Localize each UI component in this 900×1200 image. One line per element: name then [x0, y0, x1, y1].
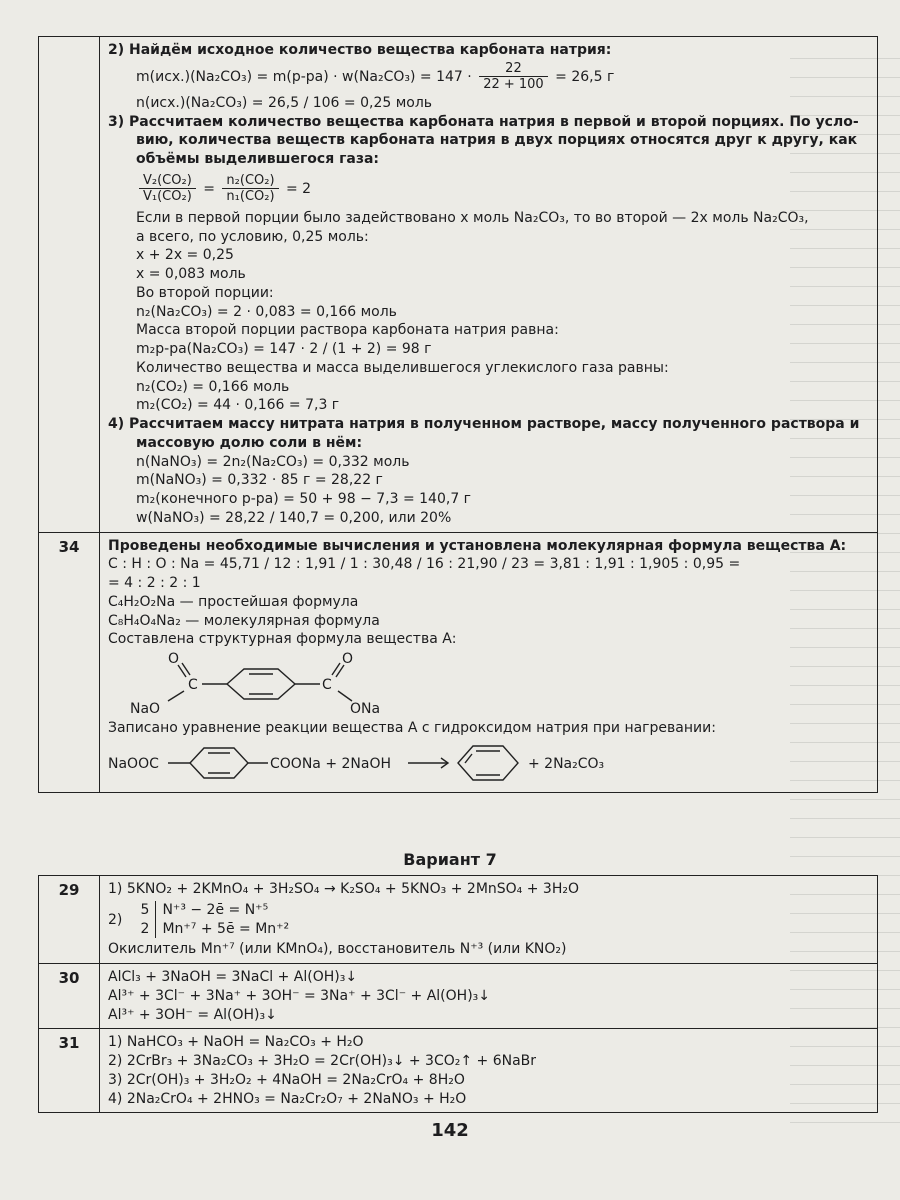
task-29-solution: [100, 876, 878, 964]
formula-text: + 2Na₂CO₃: [528, 755, 605, 772]
formula-line: w(NaNO₃) = 28,22 / 140,7 = 0,200, или 20%: [136, 509, 452, 526]
formula-line: C : H : O : Na = 45,71 / 12 : 1,91 / 1 : 30,48 / 16 : 21,90 / 23 = 3,81 : 1,91 : 1,905 : 0,95 =: [108, 556, 741, 573]
answers-table-variant-7: [38, 875, 878, 1113]
table-row: [39, 964, 878, 1029]
text-line: Окислитель Mn⁺⁷ (или KMnO₄), восстановитель N⁺³ (или KNO₂): [108, 941, 567, 958]
formula-text: COONa + 2NaOH: [270, 755, 392, 772]
fraction: [139, 173, 196, 205]
formula-line: n₂(Na₂CO₃) = 2 · 0,083 = 0,166 моль: [136, 303, 397, 320]
formula-line: m₂(CO₂) = 44 · 0,166 = 7,3 г: [136, 397, 340, 414]
task-31-solution: [100, 1029, 878, 1113]
fraction: [479, 61, 548, 93]
page-number: 142: [431, 1120, 469, 1141]
fraction-numerator: n₂(CO₂): [222, 173, 278, 190]
electronic-balance: [108, 901, 869, 939]
formula-line: 3) 2Cr(OH)₃ + 3H₂O₂ + 4NaOH = 2Na₂CrO₄ + 8H₂O: [108, 1071, 465, 1088]
fraction-denominator: n₁(CO₂): [226, 189, 275, 205]
table-row: [39, 37, 878, 533]
task-34-solution: [100, 532, 878, 792]
step-3-heading: 3) Рассчитаем количество вещества карбоната натрия в первой и второй порциях. По усло-: [108, 113, 859, 130]
formula-line: m₂р-ра(Na₂CO₃) = 147 · 2 / (1 + 2) = 98 г: [136, 341, 432, 357]
text-line: Составлена структурная формула вещества А:: [108, 631, 457, 648]
text-line: Если в первой порции было задействовано x моль Na₂CO₃, то во второй — 2x моль Na₂CO₃,: [136, 209, 809, 226]
fraction-denominator: 22 + 100: [483, 77, 544, 93]
formula-line: 1) 5KNO₂ + 2KMnO₄ + 3H₂SO₄ → K₂SO₄ + 5KNO₃ + 2MnSO₄ + 3H₂O: [108, 881, 579, 897]
formula-line: Al³⁺ + 3OH⁻ = Al(OH)₃↓: [108, 1006, 277, 1023]
fraction-denominator: V₁(CO₂): [143, 189, 192, 205]
formula-line: = 4 : 2 : 2 : 1: [108, 575, 201, 591]
fraction-numerator: V₂(CO₂): [139, 173, 196, 190]
formula-line: n(исх.)(Na₂CO₃) = 26,5 / 106 = 0,25 моль: [136, 94, 433, 111]
atom-label: O: [168, 651, 180, 667]
text-line: Во второй порции:: [136, 284, 274, 301]
formula-line: 4) 2Na₂CrO₄ + 2HNO₃ = Na₂Cr₂O₇ + 2NaNO₃ + H₂O: [108, 1090, 467, 1107]
step-4-heading: 4) Рассчитаем массу нитрата натрия в полученном растворе, массу полученного раствора и: [108, 416, 860, 432]
formula-text: m(исх.)(Na₂CO₃) = m(р-ра) · w(Na₂CO₃) = 147 ·: [136, 68, 472, 85]
formula-line: n(NaNO₃) = 2n₂(Na₂CO₃) = 0,332 моль: [136, 453, 410, 470]
table-row: [39, 1029, 878, 1113]
half-reaction: N⁺³ − 2ē = N⁺⁵: [162, 901, 269, 918]
bond: [168, 691, 184, 701]
formula-line: x + 2x = 0,25: [136, 247, 234, 264]
task-number-cell: [39, 37, 100, 533]
formula-line: m(NaNO₃) = 0,332 · 85 г = 28,22 г: [136, 472, 383, 489]
reaction-equation: [108, 738, 668, 788]
step-label: 2): [108, 911, 123, 928]
task-number: 29: [39, 876, 100, 964]
formula-line: 1) NaHCO₃ + NaOH = Na₂CO₃ + H₂O: [108, 1034, 364, 1051]
formula-line: x = 0,083 моль: [136, 266, 246, 282]
coefficient: 2: [138, 920, 156, 939]
task-number: 31: [39, 1029, 100, 1113]
fraction: [222, 173, 278, 205]
text-line: Масса второй порции раствора карбоната натрия равна:: [136, 322, 559, 339]
formula-line: [108, 60, 869, 94]
task-number: 30: [39, 964, 100, 1029]
formula-text: NaOOC: [108, 755, 159, 772]
atom-label: O: [342, 651, 354, 667]
text-line: Проведены необходимые вычисления и установлена молекулярная формула вещества А:: [108, 537, 847, 554]
formula-line: m₂(конечного р-ра) = 50 + 98 − 7,3 = 140,7 г: [136, 491, 472, 507]
step-4-heading-cont: массовую долю соли в нём:: [136, 434, 363, 451]
task-30-solution: [100, 964, 878, 1029]
fraction-numerator: 22: [479, 61, 548, 78]
bond: [338, 691, 352, 701]
atom-label: C: [322, 677, 332, 693]
balance-grid: [138, 901, 289, 939]
step-3-heading-cont: объёмы выделившегося газа:: [136, 151, 380, 167]
atom-label: C: [188, 677, 198, 693]
atom-label: ONa: [350, 701, 381, 717]
text-line: Записано уравнение реакции вещества А с гидроксидом натрия при нагревании:: [108, 720, 716, 736]
structural-formula: [112, 649, 452, 719]
table-row: [39, 532, 878, 792]
task-33-solution: [100, 37, 878, 533]
half-reaction: Mn⁺⁷ + 5ē = Mn⁺²: [162, 920, 290, 937]
equals-sign: =: [203, 180, 215, 197]
task-number: 34: [39, 532, 100, 792]
formula-line: n₂(CO₂) = 0,166 моль: [136, 378, 290, 395]
answers-table-variant-6: [38, 36, 878, 793]
ring-double-bond: [465, 754, 472, 763]
variant-heading: Вариант 7: [403, 850, 497, 869]
formula-text: = 26,5 г: [555, 68, 615, 85]
formula-line: Al³⁺ + 3Cl⁻ + 3Na⁺ + 3OH⁻ = 3Na⁺ + 3Cl⁻ + Al(OH)₃↓: [108, 987, 490, 1004]
formula-line: 2) 2CrBr₃ + 3Na₂CO₃ + 3H₂O = 2Cr(OH)₃↓ + 3CO₂↑ + 6NaBr: [108, 1053, 537, 1069]
text-line: Количество вещества и масса выделившегося углекислого газа равны:: [136, 359, 669, 376]
ratio-line: [108, 169, 869, 209]
formula-text: = 2: [286, 180, 312, 197]
step-2-heading: 2) Найдём исходное количество вещества карбоната натрия:: [108, 42, 612, 58]
coefficient: 5: [138, 901, 156, 920]
formula-line: AlCl₃ + 3NaOH = 3NaCl + Al(OH)₃↓: [108, 969, 358, 985]
table-row: [39, 876, 878, 964]
formula-line: C₄H₂O₂Na — простейшая формула: [108, 593, 359, 610]
step-3-heading-cont: вию, количества веществ карбоната натрия в двух порциях относятся друг к другу, как: [136, 132, 858, 149]
text-line: а всего, по условию, 0,25 моль:: [136, 228, 369, 245]
formula-line: C₈H₄O₄Na₂ — молекулярная формула: [108, 612, 380, 629]
atom-label: NaO: [130, 701, 161, 717]
